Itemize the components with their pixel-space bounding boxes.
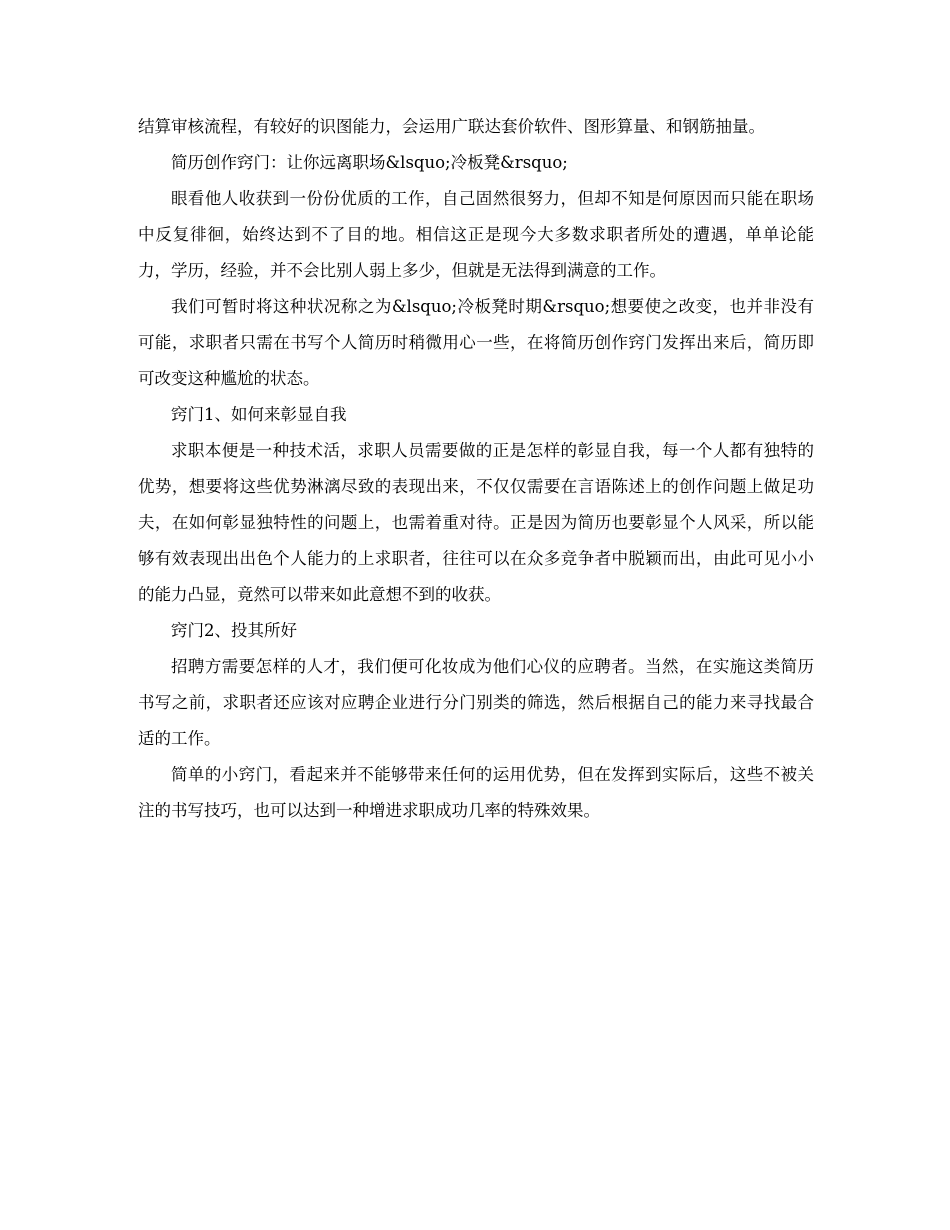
paragraph-tip-1-heading: 窍门1、如何来彰显自我 [171,405,347,424]
paragraph-intro: 眼看他人收获到一份份优质的工作，自己固然很努力，但却不知是何原因而只能在职场中反复徘徊，始终达到不了目的地。相信这正是现今大多数求职者所处的遭遇，单单论能力，学历，经验，并不会比别人弱上多少，但就是无法得到满意的工作。 [138,189,814,280]
paragraph-tip-2-body: 招聘方需要怎样的人才，我们便可化妆成为他们心仪的应聘者。当然，在实施这类简历书写之前，求职者还应该对应聘企业进行分门别类的筛选，然后根据自己的能力来寻找最合适的工作。 [138,657,814,748]
paragraph-tip-1-body: 求职本便是一种技术活，求职人员需要做的正是怎样的彰显自我，每一个人都有独特的优势，想要将这些优势淋漓尽致的表现出来，不仅仅需要在言语陈述上的创作问题上做足功夫，在如何彰显独特性的问题上，也需着重对待。正是因为简历也要彰显个人风采，所以能够有效表现出出色个人能力的上求职者，往往可以在众多竞争者中脱颖而出，由此可见小小的能力凸显，竟然可以带来如此意想不到的收获。 [138,441,814,604]
paragraph-cold-bench: 我们可暂时将这种状况称之为&lsquo;冷板凳时期&rsquo;想要使之改变，也并非没有可能，求职者只需在书写个人简历时稍微用心一些，在将简历创作窍门发挥出来后，简历即可改变这种尴尬的状态。 [138,297,814,388]
paragraph-heading-resume-tips: 简历创作窍门：让你远离职场&lsquo;冷板凳&rsquo; [171,153,568,172]
paragraph-conclusion: 简单的小窍门，看起来并不能够带来任何的运用优势，但在发挥到实际后，这些不被关注的书写技巧，也可以达到一种增进求职成功几率的特殊效果。 [138,765,814,820]
document-page [138,109,814,829]
paragraph-tip-2-heading: 窍门2、投其所好 [171,621,297,640]
paragraph-continuation: 结算审核流程，有较好的识图能力，会运用广联达套价软件、图形算量、和钢筋抽量。 [138,117,765,136]
